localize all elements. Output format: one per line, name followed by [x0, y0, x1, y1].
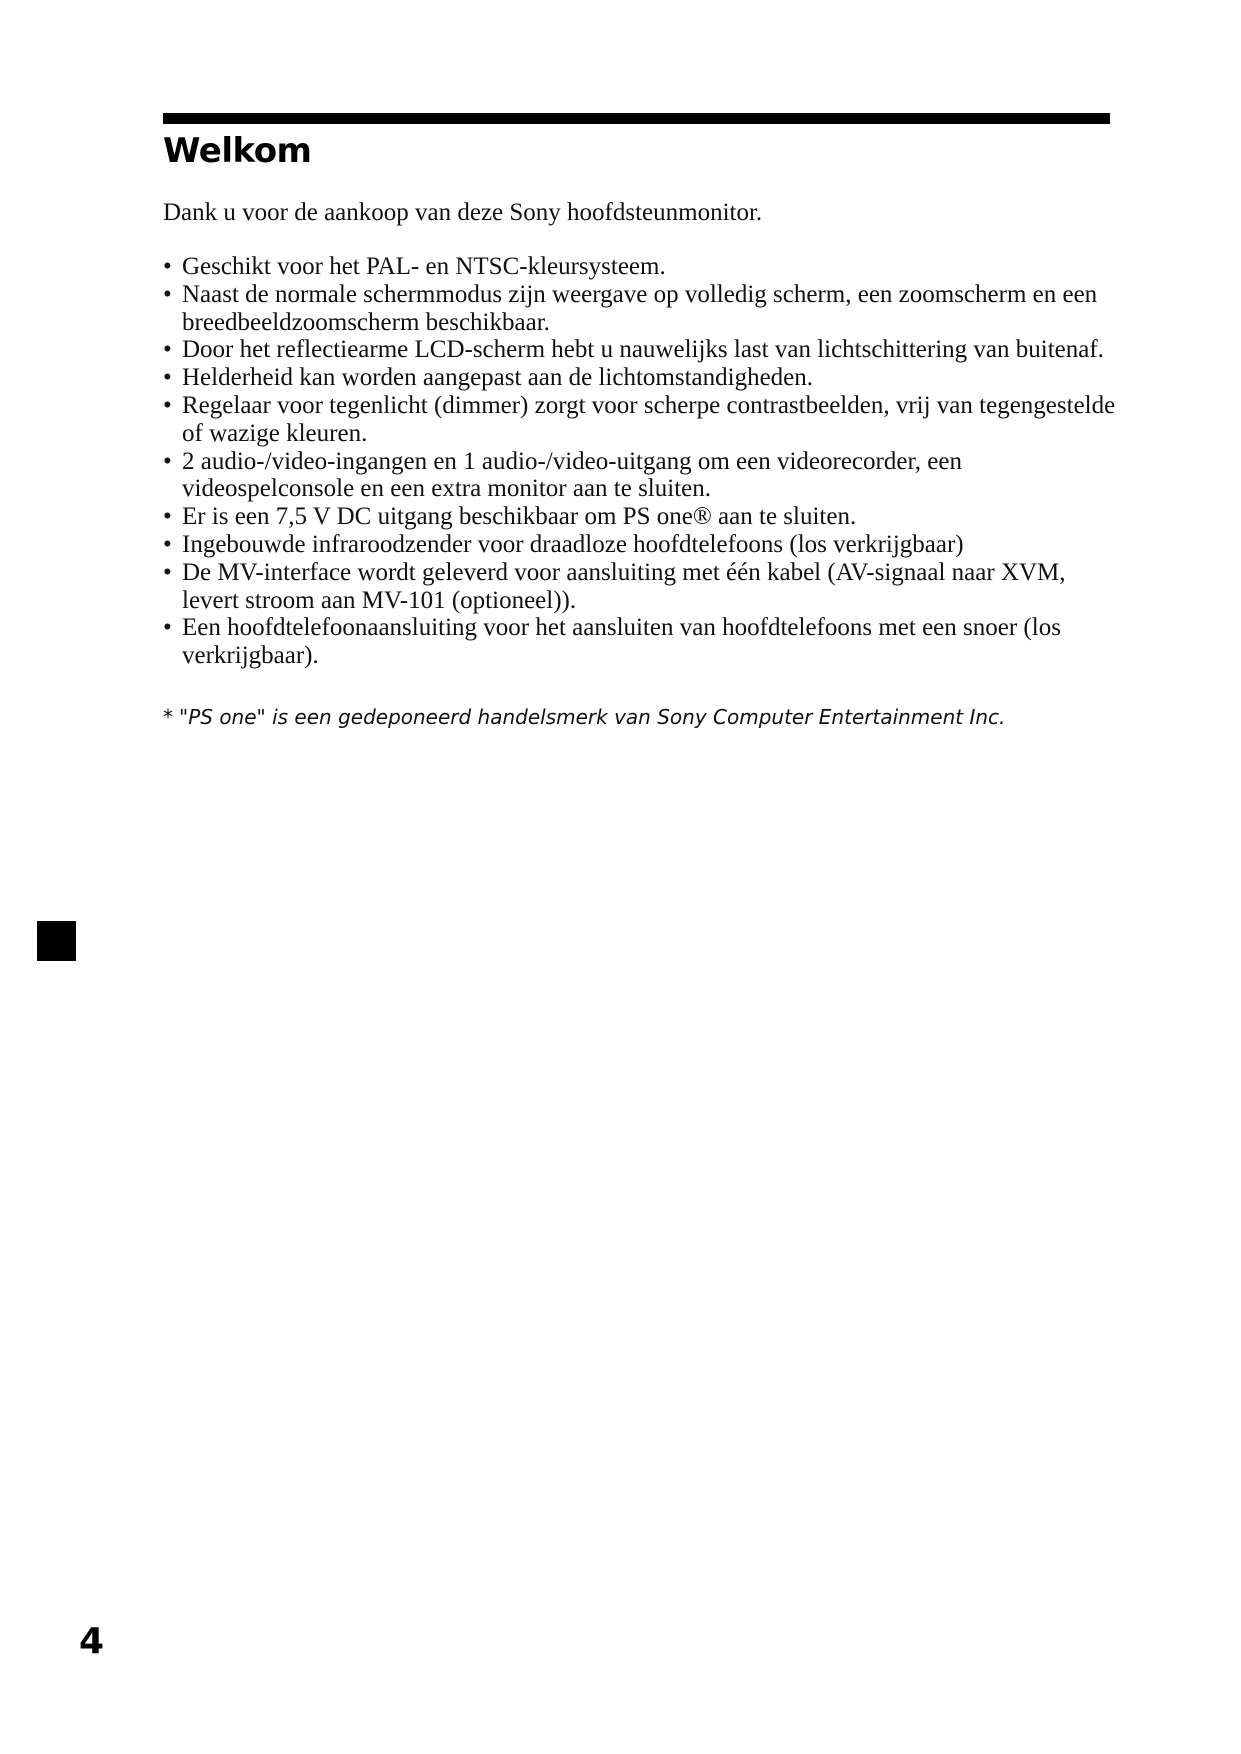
list-item — [163, 503, 1123, 531]
page-title: Welkom — [163, 131, 312, 171]
footnote-marker: * — [163, 705, 173, 729]
list-item — [163, 448, 1123, 504]
feature-list — [163, 253, 1123, 670]
bullet-icon: • — [163, 558, 172, 586]
section-tab-marker — [37, 921, 76, 961]
list-item — [163, 559, 1123, 615]
bullet-icon: • — [163, 503, 172, 531]
footnote-text: "PS one" is een gedeponeerd handelsmerk van Sony Computer Entertainment Inc. — [179, 705, 1006, 729]
bullet-icon: • — [163, 530, 172, 558]
list-item — [163, 392, 1123, 448]
bullet-icon: • — [163, 614, 172, 642]
trademark-footnote — [163, 703, 1005, 731]
list-item-text: Een hoofdtelefoonaansluiting voor het aansluiten van hoofdtelefoons met een snoer (los verkrijgbaar). — [182, 614, 1061, 670]
list-item-text: Door het reflectiearme LCD-scherm hebt u nauwelijks last van lichtschittering van buitenaf. — [182, 336, 1104, 364]
bullet-icon: • — [163, 391, 172, 419]
list-item-text: Naast de normale schermmodus zijn weergave op volledig scherm, een zoomscherm en een breedbeeldzoomscherm beschikbaar. — [182, 280, 1098, 336]
list-item — [163, 253, 1123, 281]
bullet-icon: • — [163, 280, 172, 308]
list-item-text: Helderheid kan worden aangepast aan de lichtomstandigheden. — [182, 364, 814, 392]
page-number: 4 — [79, 1621, 105, 1662]
bullet-icon: • — [163, 253, 172, 280]
list-item — [163, 364, 1123, 392]
list-item — [163, 336, 1123, 364]
list-item-text: Ingebouwde infraroodzender voor draadloze hoofdtelefoons (los verkrijgbaar) — [182, 530, 964, 558]
list-item-text: Geschikt voor het PAL- en NTSC-kleursysteem. — [182, 253, 666, 280]
list-item — [163, 281, 1123, 337]
list-item-text: Regelaar voor tegenlicht (dimmer) zorgt voor scherpe contrastbeelden, vrij van tegengestelde of wazige kleuren. — [182, 391, 1116, 447]
bullet-icon: • — [163, 447, 172, 475]
list-item — [163, 531, 1123, 559]
heading-rule — [163, 113, 1110, 124]
list-item-text: 2 audio-/video-ingangen en 1 audio-/video-uitgang om een videorecorder, een videospelconsole en een extra monitor aan te sluiten. — [182, 447, 962, 503]
list-item-text: De MV-interface wordt geleverd voor aansluiting met één kabel (AV-signaal naar XVM, levert stroom aan MV-101 (optioneel)). — [182, 558, 1066, 614]
list-item-text: Er is een 7,5 V DC uitgang beschikbaar om PS one® aan te sluiten. — [182, 503, 857, 531]
list-item — [163, 614, 1123, 670]
bullet-icon: • — [163, 364, 172, 392]
bullet-icon: • — [163, 336, 172, 364]
intro-text: Dank u voor de aankoop van deze Sony hoofdsteunmonitor. — [163, 199, 763, 226]
